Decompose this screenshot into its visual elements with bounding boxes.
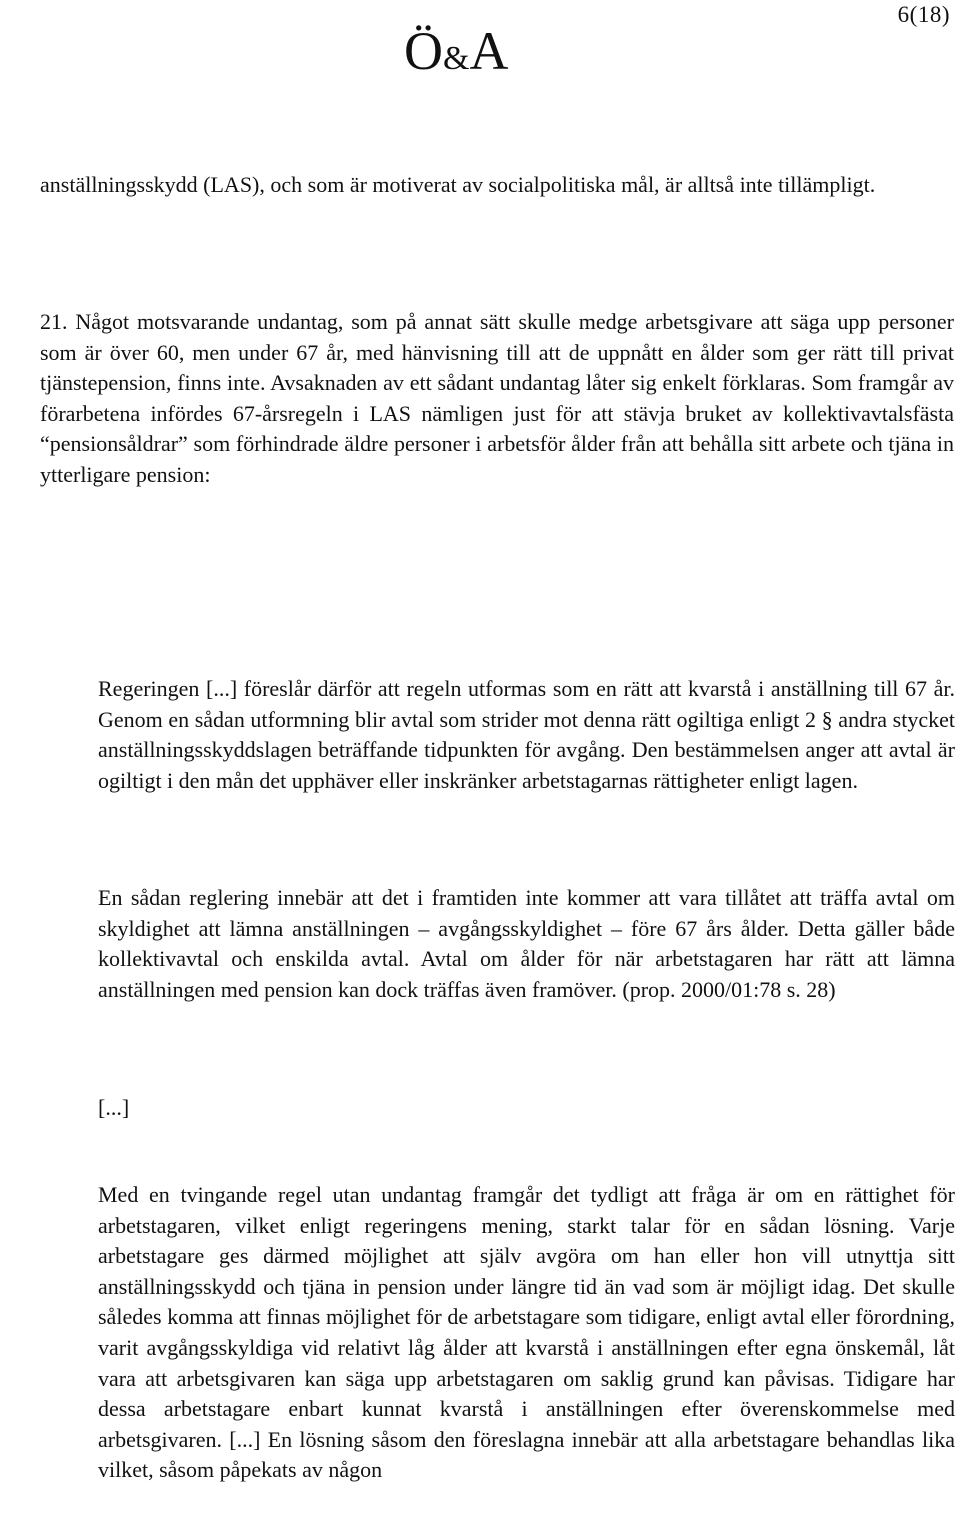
block-quote-1: Regeringen [...] föreslår därför att regeln utformas som en rätt att kvarstå i anställning till 67 år. Genom en sådan utformning blir avtal som strider mot denna rätt ogiltiga enligt 2 § andra stycket anställningsskyddslagen beträffande tidpunkten för avgång. Den bestämmelsen anger att avtal är ogiltigt i den mån det upphäver eller inskränker arbetstagarnas rättigheter enligt lagen. xyxy=(98,676,955,793)
block-quote-2: En sådan reglering innebär att det i framtiden inte kommer att vara tillåtet att träffa avtal om skyldighet att lämna anställningen – avgångsskyldighet – före 67 års ålder. Detta gäller både kollektivavtal och enskilda avtal. Avtal om ålder för när arbetstagaren har rätt att lämna anställningen med pension kan dock träffas även framöver. (prop. 2000/01:78 s. 28) xyxy=(98,885,955,1002)
logo xyxy=(404,20,508,82)
logo-letter-o: Ö xyxy=(404,21,443,81)
block-quote-3: Med en tvingande regel utan undantag framgår det tydligt att fråga är om en rättighet för arbetstagaren, vilket enligt regeringens mening, starkt talar för en sådan lösning. Varje arbetstagare ges därmed möjlighet att själv avgöra om han eller hon vill utnyttja sitt anställningsskydd och tjäna in pension under längre tid än vad som är möjligt idag. Det skulle således komma att finnas möjlighet för de arbetstagare som tidigare, enligt avtal eller förordning, varit avgångsskyldiga vid relativt låg ålder att kvarstå i anställningen efter egna önskemål, låt vara att arbetsgivaren kan säga upp arbetstagaren om saklig grund kan påvisas. Tidigare har dessa arbetstagare enbart kunnat kvarstå i anställningen efter överenskommelse med arbetsgivaren. [...] En lösning såsom den föreslagna innebär att alla arbetstagare behandlas lika vilket, såsom påpekats av någon xyxy=(98,1182,955,1483)
logo-ampersand: & xyxy=(443,40,470,77)
paragraph-intro: anställningsskydd (LAS), och som är motiverat av socialpolitiska mål, är alltså inte tillämpligt. xyxy=(40,172,876,197)
paragraph-21: 21. Något motsvarande undantag, som på annat sätt skulle medge arbetsgivare att säga upp personer som är över 60, men under 67 år, med hänvisning till att de uppnått en ålder som ger rätt till privat tjänstepension, finns inte. Avsaknaden av ett sådant undantag låter sig enkelt förklaras. Som framgår av förarbetena infördes 67-årsregeln i LAS nämligen just för att stävja bruket av kollektivavtalsfästa “pensionsåldrar” som förhindrade äldre personer i arbetsför ålder från att behålla sitt arbete och tjäna in ytterligare pension: xyxy=(40,309,954,487)
page-number: 6(18) xyxy=(897,2,950,27)
logo-letter-a: A xyxy=(469,21,509,81)
block-quote-ellipsis: [...] xyxy=(98,1095,130,1120)
